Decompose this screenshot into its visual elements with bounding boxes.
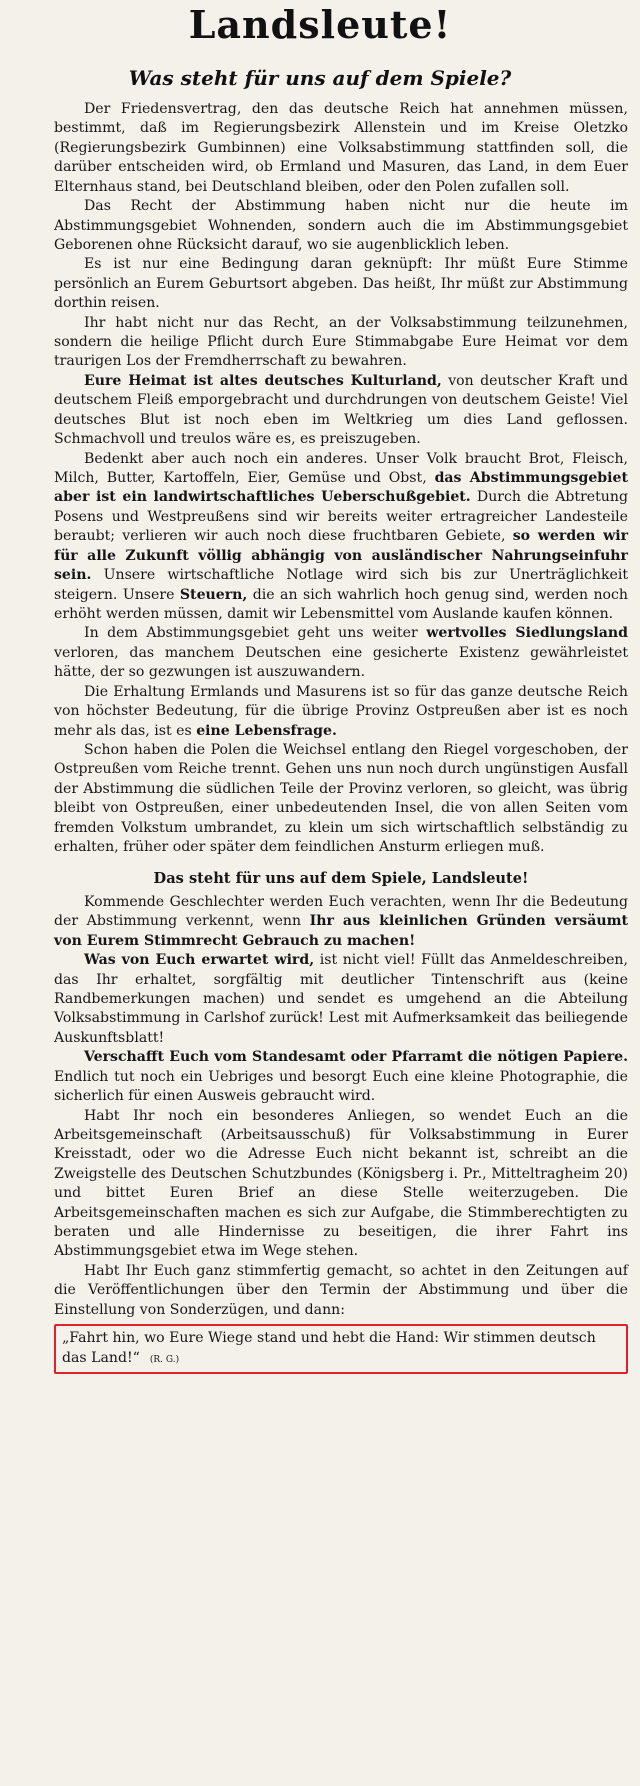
paragraph-text: In dem Abstimmungsgebiet geht uns weiter — [84, 625, 427, 642]
emphasis-text: Ihr aus kleinlichen Gründen versäumt von Eurem Stimmrecht Gebrauch zu machen! — [54, 913, 629, 949]
paragraph-7 — [54, 624, 628, 682]
closing-signature: (R. G.) — [149, 1354, 180, 1365]
paragraph-2: Das Recht der Abstimmung haben nicht nur die heute im Abstimmungsgebiet Wohnenden, sondern auch die im Abstimmungsgebiet Geborenen ohne Rücksicht darauf, wo sie augenblicklich leben. — [54, 198, 628, 253]
paragraph-1: Der Friedensvertrag, den das deutsche Reich hat annehmen müssen, bestimmt, daß im Regierungsbezirk Allenstein und im Kreise Oletzko (Regierungsbezirk Gumbinnen) eine Volksabstimmung stattfinden soll, die darüber entscheiden wird, ob Ermland und Masuren, das Land, in dem Euer Elternhaus stand, bei Deutschland bleiben, oder den Polen zufallen soll. — [54, 101, 628, 195]
paragraph-text: Bedenkt aber auch noch ein anderes. Unser Volk braucht Brot, Fleisch, Milch, Butter, Kartoffeln, Eier, Gemüse und Obst, — [54, 450, 628, 487]
page-title: Landsleute! — [188, 2, 452, 47]
emphasis-text: wertvolles Siedlungsland — [426, 625, 628, 642]
paragraph-9: Schon haben die Polen die Weichsel entlang den Riegel vorgeschoben, der Ostpreußen vom Reiche trennt. Gehen uns nun noch durch ungünstigen Ausfall der Abstimmung die südlichen Teile der Provinz verloren, so gleicht, was übrig bleibt von Ostpreußen, einer unbedeutenden Insel, die von allen Seiten vom fremden Volkstum umbrandet, zu klein um sich wirtschaftlich selbständig zu erhalten, früher oder später dem feindlichen Ansturm erliegen muß. — [54, 741, 628, 856]
paragraph-3: Es ist nur eine Bedingung daran geknüpft: Ihr müßt Eure Stimme persönlich an Eurem Geburtsort abgeben. Das heißt, Ihr müßt zur Abstimmung dorthin reisen. — [54, 256, 628, 312]
emphasis-text: das Abstimmungsgebiet aber ist ein landwirtschaftliches Ueberschußgebiet. — [54, 470, 628, 506]
paragraph-text: Die Erhaltung Ermlands und Masurens ist so für das ganze deutsche Reich von höchster Bedeutung, für die übrige Provinz Ostpreußen aber ist es noch mehr als das, ist es — [54, 683, 628, 739]
paragraph-text: ist nicht viel! Füllt das Anmeldeschreiben, das Ihr erhaltet, sorgfältig mit deutlicher Tintenschrift aus (keine Randbemerkungen machen) und sendet es umgehend an die Abteilung Volksabstimmung in Carlshof zurück! Lest mit Aufmerksamkeit das beiliegende Auskunftsblatt! — [54, 952, 628, 1046]
paragraph-14: Habt Ihr Euch ganz stimmfertig gemacht, so achtet in den Zeitungen auf die Veröffentlichungen über den Termin der Abstimmung und über die Einstellung von Sonderzügen, und dann: — [54, 1262, 628, 1318]
paragraph-6 — [54, 450, 628, 625]
paragraph-8 — [54, 683, 628, 741]
emphasis-text: Steuern, — [179, 586, 248, 603]
closing-quote: „Fahrt hin, wo Eure Wiege stand und hebt die Hand: Wir stimmen deutsch das Land!“ — [62, 1330, 596, 1366]
paragraph-text: Durch die Abtretung Posens und Westpreußens sind wir bereits weiter ertragreicher Landesteile beraubt; verlieren wir auch noch diese fruchtbaren Gebiete, — [54, 489, 628, 545]
emphasis-text: Verschafft Euch vom Standesamt oder Pfarramt die nötigen Papiere. — [84, 1049, 628, 1066]
paragraph-text: Kommende Geschlechter werden Euch verachten, wenn Ihr die Bedeutung der Abstimmung verkennt, wenn — [54, 893, 628, 930]
paragraph-text: Unsere wirtschaftliche Notlage wird sich bis zur Unerträglichkeit steigern. Unsere — [54, 567, 628, 603]
emphasis-text: so werden wir für alle Zukunft völlig abhängig von ausländischer Nahrungseinfuhr sein. — [54, 528, 629, 584]
paragraph-text: die an sich wahrlich hoch genug sind, werden noch erhöht werden müssen, damit wir Lebensmittel vom Auslande kaufen können. — [54, 586, 629, 622]
emphasis-text: Eure Heimat ist altes deutsches Kulturland, — [84, 372, 442, 389]
emphasis-text: Was von Euch erwartet wird, — [84, 952, 315, 969]
paragraph-text: von deutscher Kraft und deutschem Fleiß emporgebracht und durchdrungen von deutschem Geiste! Viel deutsches Blut ist noch eben im Weltkrieg um dies Land geflossen. Schmachvoll und treulos wäre es, es preiszugeben. — [54, 372, 628, 448]
section-heading: Das steht für uns auf dem Spiele, Landsleute! — [153, 870, 529, 888]
paragraph-4: Ihr habt nicht nur das Recht, an der Volksabstimmung teilzunehmen, sondern die heilige Pflicht durch Eure Stimmabgabe Eure Heimat vor dem traurigen Los der Fremdherrschaft zu bewahren. — [54, 314, 628, 370]
article-body — [54, 100, 628, 1374]
paragraph-text: verloren, das manchem Deutschen eine gesicherte Existenz gewährleistet hätte, der so gezwungen ist auszuwandern. — [54, 644, 628, 681]
paragraph-text: Endlich tut noch ein Uebriges und besorgt Euch eine kleine Photographie, die sicherlich für einen Ausweis gebraucht wird. — [54, 1068, 628, 1105]
paragraph-5 — [54, 372, 628, 450]
page-subtitle: Was steht für uns auf dem Spiele? — [128, 66, 512, 90]
paragraph-10 — [54, 893, 628, 951]
emphasis-text: eine Lebensfrage. — [196, 722, 337, 739]
highlighted-closing-quote — [54, 1324, 628, 1374]
paragraph-13: Habt Ihr noch ein besonderes Anliegen, so wendet Euch an die Arbeitsgemeinschaft (Arbeitsausschuß) für Volksabstimmung in Eurer Kreisstadt, oder wo die Adresse Euch nicht bekannt ist, schreibt an die Zweigstelle des Deutschen Schutzbundes (Königsberg i. Pr., Mitteltragheim 20) und bittet Euren Brief an diese Stelle weiterzugeben. Die Arbeitsgemeinschaften machen es sich zur Aufgabe, die Stimmberechtigten zu beraten und alle Hindernisse zu beseitigen, die ihrer Fahrt ins Abstimmungsgebiet etwa im Wege stehen. — [54, 1107, 628, 1260]
paragraph-12 — [54, 1048, 628, 1106]
paragraph-11 — [54, 951, 628, 1048]
